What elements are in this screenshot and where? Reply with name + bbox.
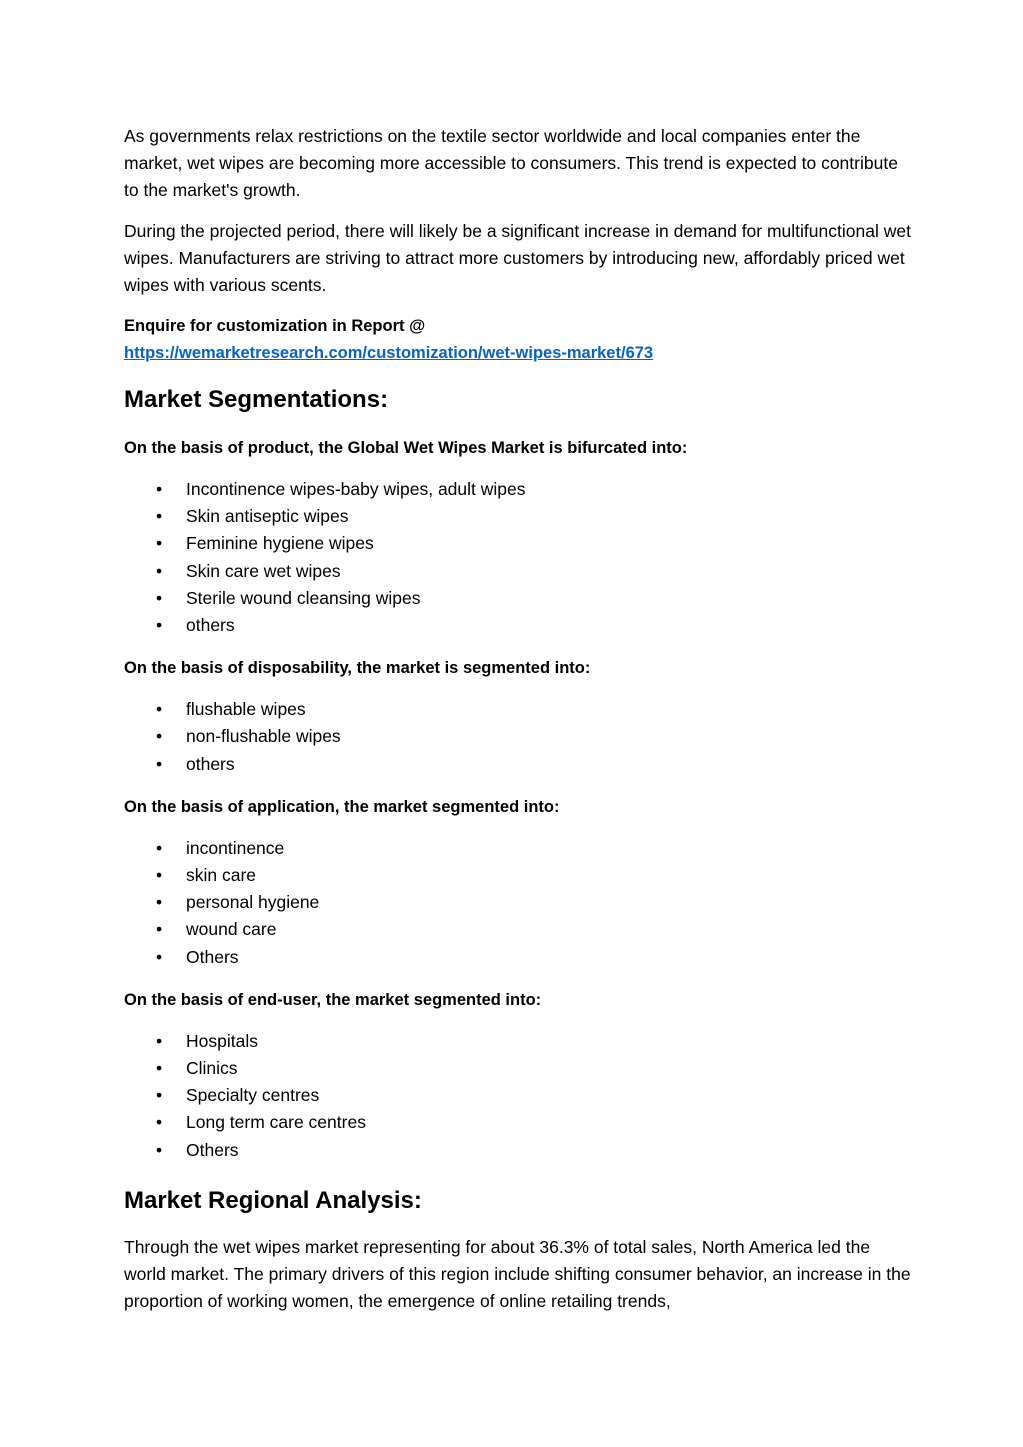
document-page: [124, 123, 914, 1315]
enquire-block: [124, 313, 914, 367]
bullet-icon: •: [156, 946, 163, 967]
bullet-icon: •: [156, 533, 163, 554]
segment-product-list: [124, 476, 914, 639]
list-item: • non-flushable wipes: [124, 723, 914, 750]
intro-paragraph-1: As governments relax restrictions on the textile sector worldwide and local companies enter the market, wet wipes are becoming more accessible to consumers. This trend is expected to contribute to the market's growth.: [124, 126, 898, 200]
segment-product-title: On the basis of product, the Global Wet Wipes Market is bifurcated into:: [124, 439, 688, 457]
list-item: • Skin care wet wipes: [124, 558, 914, 585]
customization-link[interactable]: https://wemarketresearch.com/customization/wet-wipes-market/673: [124, 344, 654, 362]
regional-heading: Market Regional Analysis:: [124, 1186, 422, 1214]
segment-end-user-title: On the basis of end-user, the market segmented into:: [124, 990, 542, 1009]
segment-application-title: On the basis of application, the market segmented into:: [124, 797, 560, 816]
list-item: • Others: [124, 1137, 914, 1164]
list-item: • others: [124, 612, 914, 639]
bullet-icon: •: [156, 479, 163, 499]
list-item: • Hospitals: [124, 1028, 914, 1055]
enquire-label: Enquire for customization in Report @: [124, 317, 426, 335]
bullet-icon: •: [156, 699, 163, 720]
list-item: • personal hygiene: [124, 889, 914, 916]
list-item: • incontinence: [124, 835, 914, 862]
bullet-icon: •: [156, 837, 163, 858]
bullet-icon: •: [156, 560, 163, 581]
segment-application-list: [124, 835, 914, 971]
segment-end-user-list: [124, 1028, 914, 1164]
list-item: • Long term care centres: [124, 1109, 914, 1136]
list-item: • wound care: [124, 916, 914, 943]
segmentations-heading: Market Segmentations:: [124, 386, 389, 413]
list-item: • Incontinence wipes-baby wipes, adult wipes: [124, 476, 914, 503]
bullet-icon: •: [156, 919, 163, 940]
bullet-icon: •: [156, 753, 163, 774]
bullet-icon: •: [156, 726, 163, 747]
bullet-icon: •: [156, 1058, 163, 1079]
segment-disposability-list: [124, 696, 914, 778]
list-item: • skin care: [124, 862, 914, 889]
list-item: • Skin antiseptic wipes: [124, 503, 914, 530]
list-item: • Feminine hygiene wipes: [124, 530, 914, 557]
list-item: • Clinics: [124, 1055, 914, 1082]
list-item: • Specialty centres: [124, 1082, 914, 1109]
bullet-icon: •: [156, 1030, 163, 1051]
segment-disposability-title: On the basis of disposability, the market is segmented into:: [124, 659, 591, 678]
bullet-icon: •: [156, 615, 163, 636]
list-item: • Others: [124, 944, 914, 971]
bullet-icon: •: [156, 1085, 163, 1106]
regional-paragraph: Through the wet wipes market representing for about 36.3% of total sales, North America led the world market. The primary drivers of this region include shifting consumer behavior, an increase in the proportion of working women, the emergence of online retailing trends,: [124, 1236, 911, 1311]
bullet-icon: •: [156, 587, 163, 608]
list-item: • Sterile wound cleansing wipes: [124, 585, 914, 612]
bullet-icon: •: [156, 1112, 163, 1133]
bullet-icon: •: [156, 892, 163, 913]
intro-paragraph-2: During the projected period, there will likely be a significant increase in demand for multifunctional wet wipes. Manufacturers are striving to attract more customers by introducing new, affordably priced wet wipes with various scents.: [124, 221, 911, 295]
bullet-icon: •: [156, 506, 163, 527]
bullet-icon: •: [156, 865, 163, 886]
bullet-icon: •: [156, 1139, 163, 1160]
list-item: • flushable wipes: [124, 696, 914, 723]
list-item: • others: [124, 751, 914, 778]
